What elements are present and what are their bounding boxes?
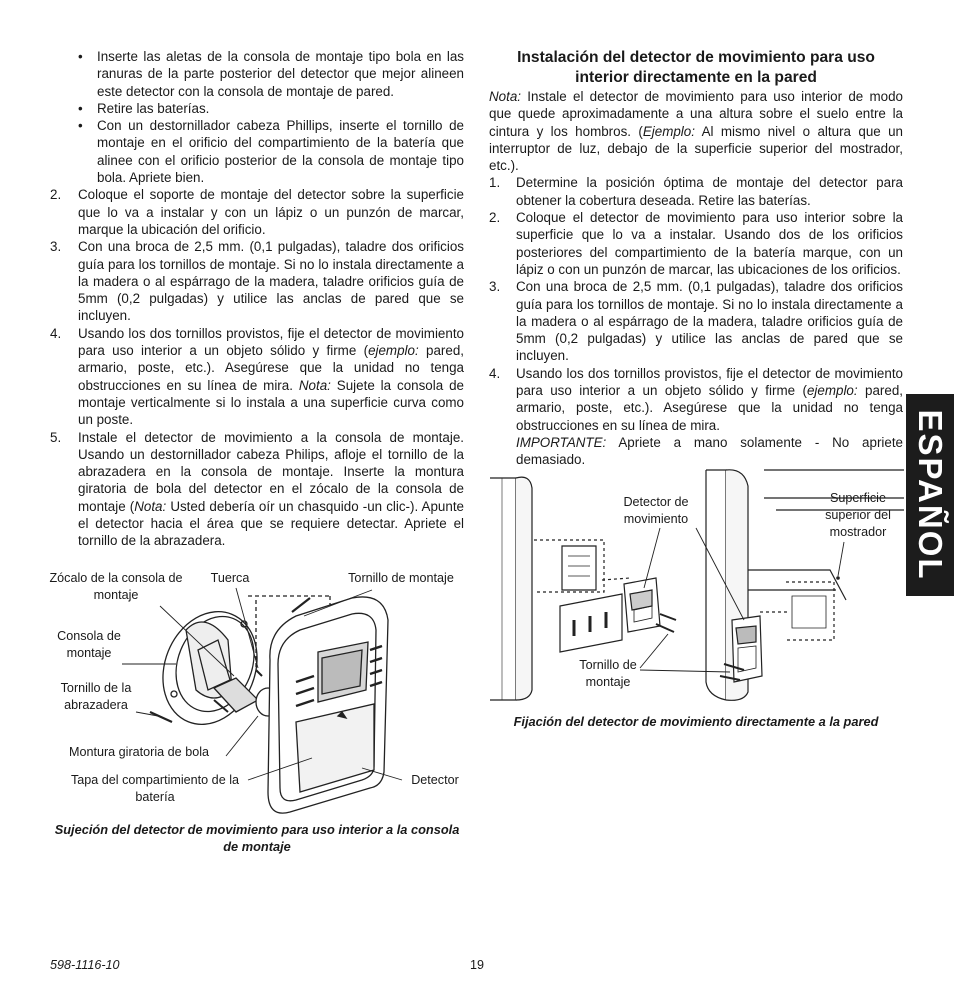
label-tapa: Tapa del compartimiento de la batería xyxy=(70,773,239,804)
step-2: 2. Coloque el soporte de montaje del detector sobre la superficie que lo va a instalar y con un lápiz o un punzón de marcar, marque la ubicación del orificio. xyxy=(50,187,464,237)
figure-caption-2: Fijación del detector de movimiento directamente a la pared xyxy=(513,714,879,729)
label-consola: Consola de montaje xyxy=(57,629,121,660)
note-paragraph: Nota: Instale el detector de movimiento para uso interior de modo que quede aproximadamente a una altura sobre el suelo entre la cintura y los hombros. (Ejemplo: Al mismo nivel o altura que un interruptor de luz, debajo de la superficie superior del mostrador, etc.). xyxy=(489,89,903,174)
bullet-item: • Con un destornillador cabeza Phillips, inserte el tornillo de montaje en el orificio del compartimiento de la batería que alinee con el orificio posterior de la consola de montaje tipo bola. Apriete bien. xyxy=(78,118,464,186)
label-tornillo-abrazadera: Tornillo de la abrazadera xyxy=(60,681,132,712)
step-2: 2. Coloque el detector de movimiento para uso interior sobre la superficie que lo va a instalar. Usando dos de los orificios posteriores del compartimiento de la batería marque, con un lápiz o con un punzón de marcar, las ubicaciones de los orificios. xyxy=(489,210,903,277)
label-tuerca: Tuerca xyxy=(210,571,250,585)
label-detector-movimiento: Detector de movimiento xyxy=(623,495,689,526)
bullet-item: • Inserte las aletas de la consola de montaje tipo bola en las ranuras de la parte posterior del detector que mejor alineen este detector con la consola de montaje de pared. xyxy=(78,49,464,99)
bullet-item: • Retire las baterías. xyxy=(78,100,210,116)
label-detector: Detector xyxy=(411,773,459,787)
label-tornillo-montaje: Tornillo de montaje xyxy=(348,571,454,585)
language-tab: ESPAÑOL xyxy=(906,394,954,596)
step-3: 3. Con una broca de 2,5 mm. (0,1 pulgadas), taladre dos orificios guía para los tornillos de montaje. Si no lo instala directamente a la madera o al espárrago de la madera, taladre orificios guía de 5mm (0,2 pulgadas) y utilice las anclas de pared que se incluyen. xyxy=(50,239,464,324)
step-1: 1. Determine la posición óptima de montaje del detector para obtener la cobertura deseada. Retire las baterías. xyxy=(489,175,903,208)
page-number: 19 xyxy=(469,958,484,972)
label-tornillo-montaje: Tornillo de montaje xyxy=(579,658,637,689)
left-column xyxy=(50,48,464,550)
importante-note: IMPORTANTE: Apriete a mano solamente - No apriete demasiado. xyxy=(516,434,903,468)
step-4: 4. Usando los dos tornillos provistos, fije el detector de movimiento para uso interior a un objeto sólido y firme (ejemplo: pared, armario, poste, etc.). Asegúrese que la unidad no tenga obstrucciones en su línea de mira. xyxy=(489,365,903,433)
figure-caption-1: Sujeción del detector de movimiento para uso interior a la consola de montaje xyxy=(54,822,460,854)
label-superficie: Superficie superior del mostrador xyxy=(825,491,891,539)
step-4: 4. Usando los dos tornillos provistos, fije el detector de movimiento para uso interior a un objeto sólido y firme (ejemplo: pared, armario, poste, etc.). Asegúrese que la unidad no tenga obstrucciones en su línea de mira. Nota: Sujete la consola de montaje verticalmente si lo instala a una superficie curva como un poste. xyxy=(50,325,464,428)
step-5: 5. Instale el detector de movimiento a la consola de montaje. Usando un destornillador cabeza Philips, afloje el tornillo de la abrazadera en la consola de montaje. Inserte la montura giratoria de bola del detector en el zócalo de la consola de montaje (Nota: Usted debería oír un chasquido -un clic-). Apunte el detector hacia el área que se requiere detectar. Apriete el tornillo de la abrazadera. xyxy=(50,429,464,549)
document-number: 598-1116-10 xyxy=(50,958,120,972)
right-column xyxy=(489,48,903,469)
label-zocalo: Zócalo de la consola de montaje xyxy=(49,571,183,602)
section-heading: Instalación del detector de movimiento para uso interior directamente en la pared xyxy=(517,49,875,86)
step-3: 3. Con una broca de 2,5 mm. (0,1 pulgadas), taladre dos orificios guía para los tornillos de montaje. Si no lo instala directamente a la madera o al espárrago de la madera, taladre orificios guía de 5mm (0,2 pulgadas) y utilice las anclas de pared que se incluyen. xyxy=(489,279,903,364)
label-montura: Montura giratoria de bola xyxy=(68,745,209,759)
